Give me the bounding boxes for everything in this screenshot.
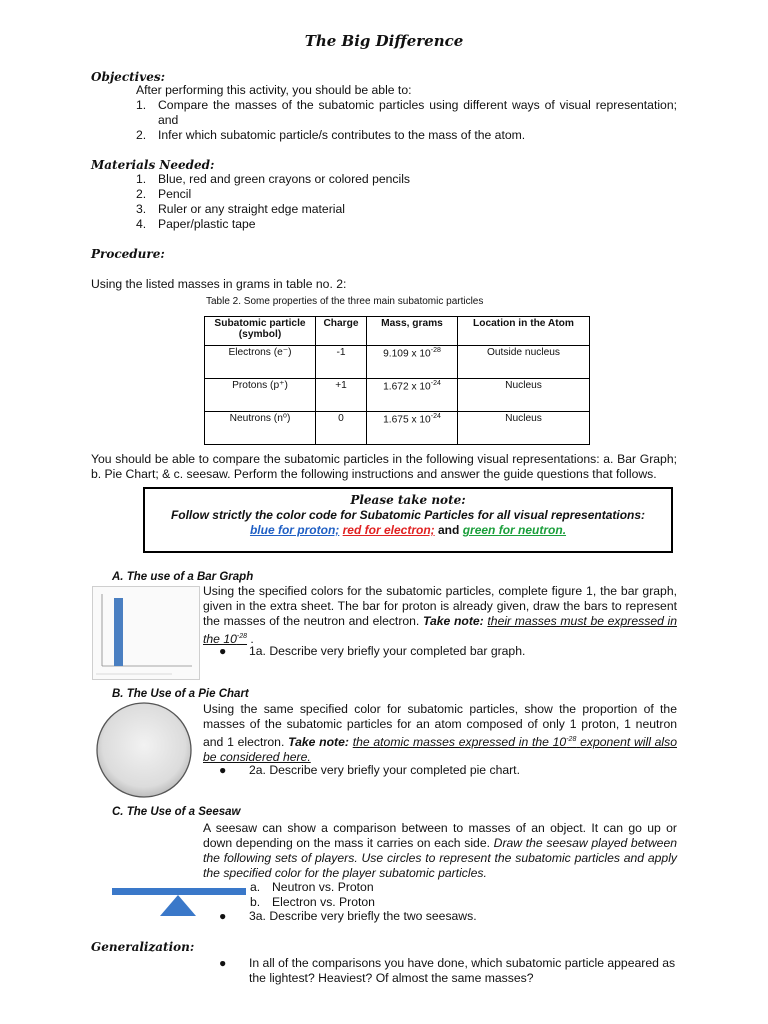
question-3a: ● 3a. Describe very briefly the two seesaws. [219, 909, 477, 923]
section-c-heading: C. The Use of a Seesaw [112, 806, 241, 818]
cell-location: Nucleus [458, 379, 590, 412]
cell-mass: 1.675 x $10^{-24}$ [367, 412, 458, 445]
green-neutron-label: green for neutron. [462, 523, 567, 537]
note-title: Please take note: [350, 493, 466, 507]
section-b-heading: B. The Use of a Pie Chart [112, 688, 249, 700]
procedure-heading: Procedure: [91, 247, 165, 261]
blue-proton-label: blue for proton; [249, 523, 340, 537]
question-1a: ● 1a. Describe very briefly your completed bar graph. [219, 644, 526, 658]
procedure-intro: Using the listed masses in grams in table no. 2: [91, 277, 347, 291]
section-c-text: A seesaw can show a comparison between to masses of an object. It can go up or down depending on the mass it carries on each side. Draw the seesaw played between the following sets of players. Use circles to represent the subatomic particles and apply the specified color for the player subatomic particles. [203, 821, 677, 880]
question-2a: ● 2a. Describe very briefly your completed pie chart. [219, 763, 520, 777]
properties-table [204, 316, 590, 445]
cell-mass: 1.672 x $10^{-24}$ [367, 379, 458, 412]
seesaw-item-a: a. Neutron vs. Proton [250, 880, 374, 894]
section-b-text: Using the same specified color for subatomic particles, show the proportion of the masses of the subatomic particles for an atom composed of only 1 proton, 1 neutron and 1 electron. Take note: the atomic masses expressed in the $10^{-28}$ exponent will also be considered here. [203, 702, 678, 765]
cell-particle: Neutrons (n⁰) [205, 412, 316, 445]
cell-charge: -1 [316, 346, 367, 379]
note-box [143, 487, 673, 553]
red-electron-label: red for electron; [342, 523, 435, 537]
material-item-4: 4. Paper/plastic tape [136, 217, 256, 231]
pie-chart-circle [94, 700, 194, 800]
table-row [205, 379, 590, 412]
seesaw-item-b: b. Electron vs. Proton [250, 895, 375, 909]
note-body: Follow strictly the color code for Subatomic Particles for all visual representations: [170, 508, 646, 522]
material-item-3: 3. Ruler or any straight edge material [136, 202, 345, 216]
col-header-location: Location in the Atom [458, 317, 590, 346]
bar-graph-thumbnail [92, 586, 200, 680]
materials-heading: Materials Needed: [91, 158, 215, 172]
generalization-heading: Generalization: [91, 940, 195, 954]
objective-item-1: 1. Compare the masses of the subatomic particles using different ways of visual representation; and [136, 98, 677, 127]
col-header-charge: Charge [316, 317, 367, 346]
cell-location: Nucleus [458, 412, 590, 445]
table-row [205, 412, 590, 445]
cell-mass: 9.109 x $10^{-28}$ [367, 346, 458, 379]
proton-bar [114, 598, 123, 666]
cell-particle: Protons (p⁺) [205, 379, 316, 412]
table-header-row [205, 317, 590, 346]
material-item-2: 2. Pencil [136, 187, 192, 201]
objectives-intro: After performing this activity, you should be able to: [136, 83, 412, 97]
page-title: The Big Difference [304, 32, 464, 50]
cell-particle: Electrons (e⁻) [205, 346, 316, 379]
cell-charge: 0 [316, 412, 367, 445]
color-code-line: blue for proton; red for electron; and green for neutron. [249, 523, 567, 537]
section-a-heading: A. The use of a Bar Graph [112, 571, 254, 583]
generalization-question: ● In all of the comparisons you have done, which subatomic particle appeared as the lightest? Heaviest? Of almost the same masses? [219, 956, 676, 985]
col-header-mass: Mass, grams [367, 317, 458, 346]
cell-location: Outside nucleus [458, 346, 590, 379]
objective-item-2: 2. Infer which subatomic particle/s contributes to the mass of the atom. [136, 128, 526, 142]
bar-graph-frame [93, 587, 200, 680]
col-header-particle: Subatomic particle (symbol) [205, 317, 316, 346]
seesaw-pivot [160, 895, 196, 916]
objectives-heading: Objectives: [91, 70, 166, 84]
table-caption: Table 2. Some properties of the three main subatomic particles [206, 296, 484, 307]
compare-text: You should be able to compare the subatomic particles in the following visual representations: a. Bar Graph; b. Pie Chart; & c. seesaw. Perform the following instructions and answer the guide questions that follows. [91, 452, 677, 481]
cell-charge: +1 [316, 379, 367, 412]
pie-chart-shape [97, 703, 191, 797]
section-a-text: Using the specified colors for the subatomic particles, complete figure 1, the bar graph, given in the extra sheet. The bar for proton is already given, draw the bars to represent the masses of the neutron and electron. Take note: their masses must be expressed in the $10^{-28}$ . [203, 584, 678, 647]
table-row [205, 346, 590, 379]
seesaw-plank [112, 888, 246, 895]
material-item-1: 1. Blue, red and green crayons or colored pencils [136, 172, 411, 186]
